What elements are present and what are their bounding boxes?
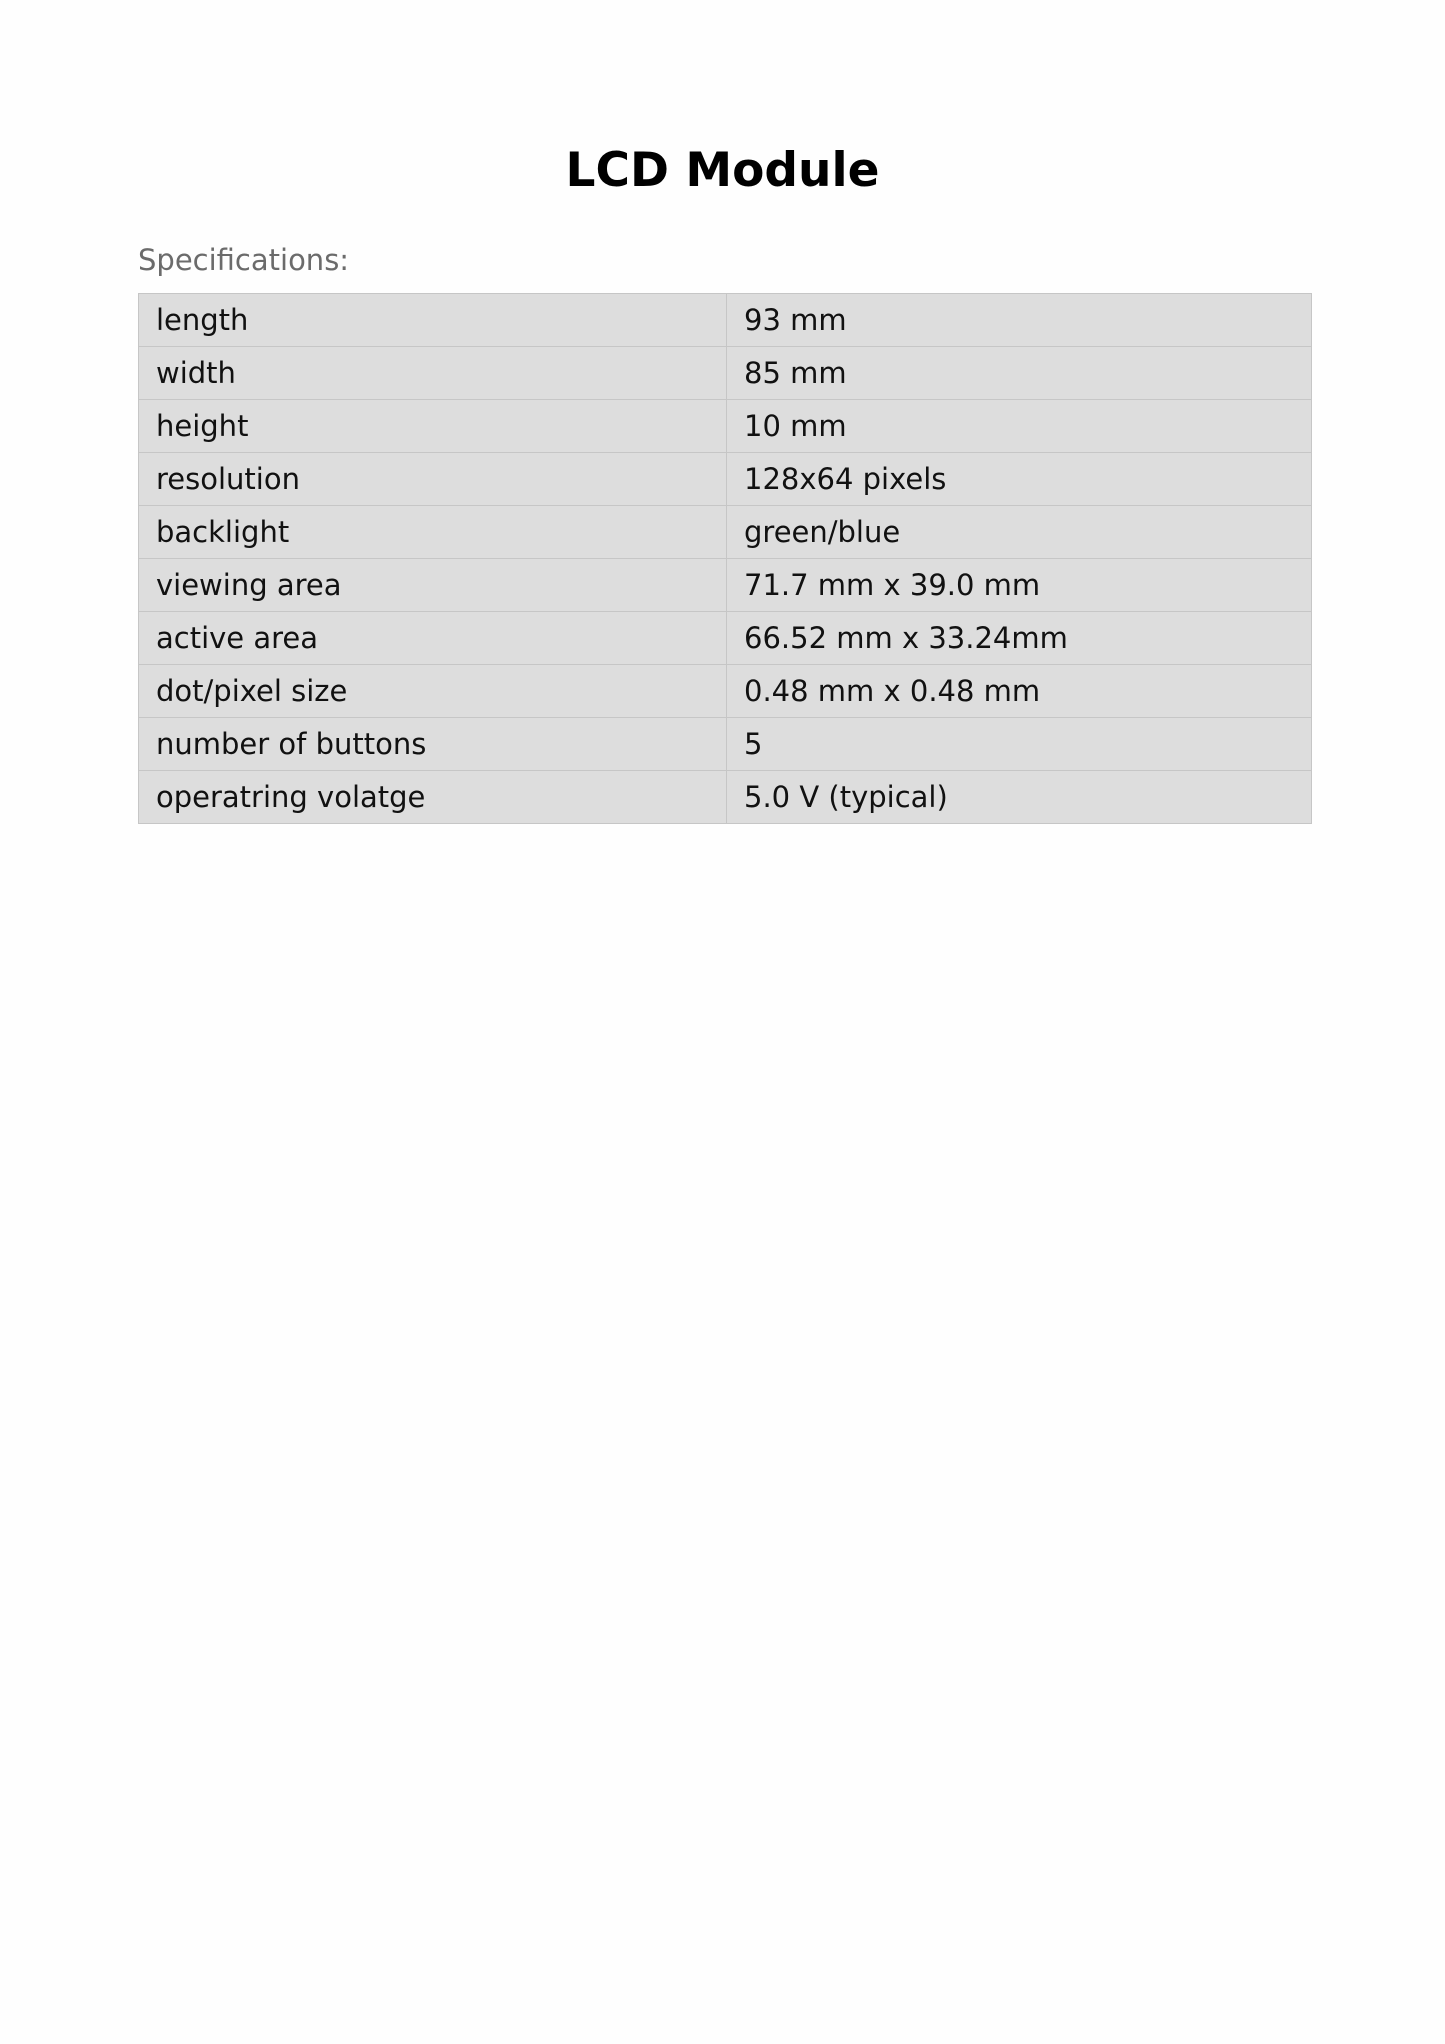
- spec-key: length: [139, 294, 727, 347]
- spec-value: 10 mm: [727, 400, 1312, 453]
- spec-value: 0.48 mm x 0.48 mm: [727, 665, 1312, 718]
- spec-key: dot/pixel size: [139, 665, 727, 718]
- spec-key: viewing area: [139, 559, 727, 612]
- spec-key: number of buttons: [139, 718, 727, 771]
- spec-value: 85 mm: [727, 347, 1312, 400]
- page-title: LCD Module: [565, 143, 880, 198]
- table-row: [139, 612, 1312, 665]
- spec-value: green/blue: [727, 506, 1312, 559]
- spec-value: 5.0 V (typical): [727, 771, 1312, 824]
- spec-key: width: [139, 347, 727, 400]
- table-row: [139, 718, 1312, 771]
- spec-value: 128x64 pixels: [727, 453, 1312, 506]
- table-row: [139, 506, 1312, 559]
- table-row: [139, 559, 1312, 612]
- spec-value: 5: [727, 718, 1312, 771]
- spec-value: 93 mm: [727, 294, 1312, 347]
- specifications-table: [138, 293, 1312, 824]
- table-row: [139, 771, 1312, 824]
- spec-key: height: [139, 400, 727, 453]
- table-row: [139, 347, 1312, 400]
- table-row: [139, 453, 1312, 506]
- specifications-label: Specifications:: [138, 243, 350, 277]
- spec-key: backlight: [139, 506, 727, 559]
- spec-value: 66.52 mm x 33.24mm: [727, 612, 1312, 665]
- spec-key: operatring volatge: [139, 771, 727, 824]
- spec-key: active area: [139, 612, 727, 665]
- table-row: [139, 294, 1312, 347]
- spec-key: resolution: [139, 453, 727, 506]
- table-row: [139, 665, 1312, 718]
- spec-value: 71.7 mm x 39.0 mm: [727, 559, 1312, 612]
- table-row: [139, 400, 1312, 453]
